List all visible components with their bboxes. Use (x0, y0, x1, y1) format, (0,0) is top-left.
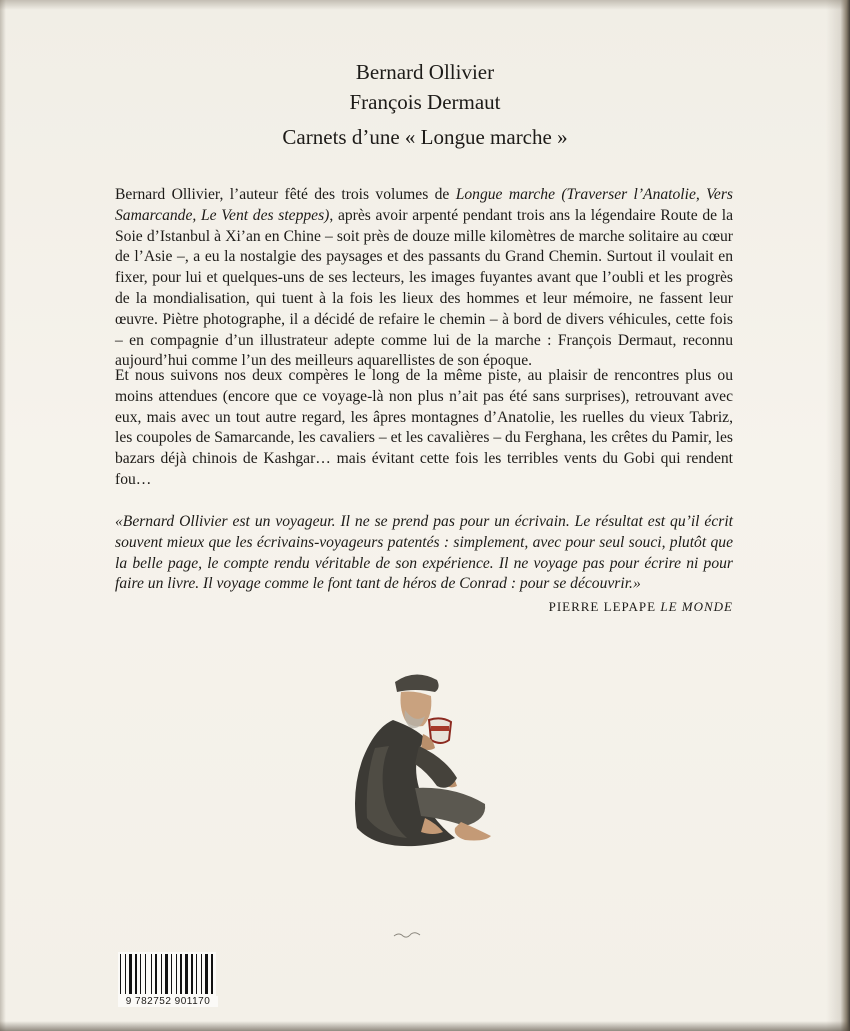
top-edge-wear (0, 0, 850, 10)
watercolor-seated-man-illustration (345, 668, 505, 853)
blurb-text: Et nous suivons nos deux compères le long de la même piste, au plaisir de rencontres plus ou moins attendues (encore que ce voyage-là non plus n’ait pas été sans surprises), retrouvant avec eux, mais avec un tout autre regard, les âpres montagnes d’Anatolie, les ruelles du vieux Tabriz, les coupoles de Samarcande, les cavaliers – et les cavalières – du Ferghana, les crêtes du Pamir, les bazars déjà chinois de Kashgar… mais évitant cette fois les terribles vents du Gobi qui rendent fou… (115, 367, 733, 488)
barcode-bar (205, 954, 208, 994)
barcode-bar (129, 954, 132, 994)
isbn-number: 9 782752 901170 (118, 996, 218, 1007)
barcode-bar (140, 954, 141, 994)
barcode-bars (118, 952, 216, 996)
barcode-bar (165, 954, 168, 994)
barcode-bar (201, 954, 202, 994)
barcode-bar (176, 954, 177, 994)
left-edge-wear (0, 0, 6, 1031)
barcode-bar (145, 954, 146, 994)
quote-text: «Bernard Ollivier est un voyageur. Il ne se prend pas pour un écrivain. Le résultat est qu’il écrit souvent mieux que les écrivains-voyageurs patentés : simplement, avec pour seul souci, plutôt que la belle page, le compte rendu véritable de son expérience. Il ne voyage pas pour écrire ni pour faire un livre. Il voyage comme le font tant de héros de Conrad : pour se découvrir.» (115, 513, 733, 593)
press-quote (115, 512, 733, 618)
blurb-paragraph-1 (115, 185, 733, 372)
book-title: Carnets d’une « Longue marche » (282, 125, 568, 149)
barcode-bar (125, 954, 126, 994)
quote-source: LE MONDE (660, 599, 733, 615)
bottom-edge-wear (0, 1021, 850, 1031)
barcode-bar (161, 954, 162, 994)
barcode-bar (211, 954, 213, 994)
pencil-mark (393, 930, 421, 940)
barcode-bar (185, 954, 188, 994)
barcode-bar (196, 954, 197, 994)
book-series-titles: Longue marche (Traverser l’Anatolie, Vers Samarcande, Le Vent des steppes) (115, 186, 733, 224)
barcode-bar (191, 954, 193, 994)
barcode-bar (180, 954, 182, 994)
barcode-bar (135, 954, 137, 994)
author-2: François Dermaut (349, 90, 501, 114)
blurb-text: , après avoir arpenté pendant trois ans la légendaire Route de la Soie d’Istanbul à Xi’an en Chine – soit près de douze mille kilomètres de marche solitaire au cœur de l’Asie –, a eu la nostalgie des paysages et des passants du Grand Chemin. Surtout il voulait en fixer, pour lui et quelques-uns de ses lecteurs, les images fuyantes avant que l’oubli et les progrès de la mondialisation, qui tuent à la fois les lieux des hommes et leur mémoire, ne fassent leur œuvre. Piètre photographe, il a décidé de refaire le chemin – à bord de divers véhicules, cette fois – en compagnie d’un illustrateur adepte comme lui de la marche : François Dermaut, reconnu aujourd’hui comme l’un des meilleurs aquarellistes de son époque. (115, 206, 733, 370)
right-edge-wear (826, 0, 850, 1031)
quote-attribution (549, 597, 733, 618)
barcode-bar (151, 954, 152, 994)
quote-author: PIERRE LEPAPE (548, 599, 657, 615)
barcode-bar (155, 954, 157, 994)
barcode-bar (120, 954, 121, 994)
blurb-text: Bernard Ollivier, l’auteur fêté des trois volumes de (115, 186, 456, 203)
blurb-paragraph-2 (115, 366, 733, 491)
author-1: Bernard Ollivier (355, 60, 495, 84)
barcode-bar (171, 954, 172, 994)
